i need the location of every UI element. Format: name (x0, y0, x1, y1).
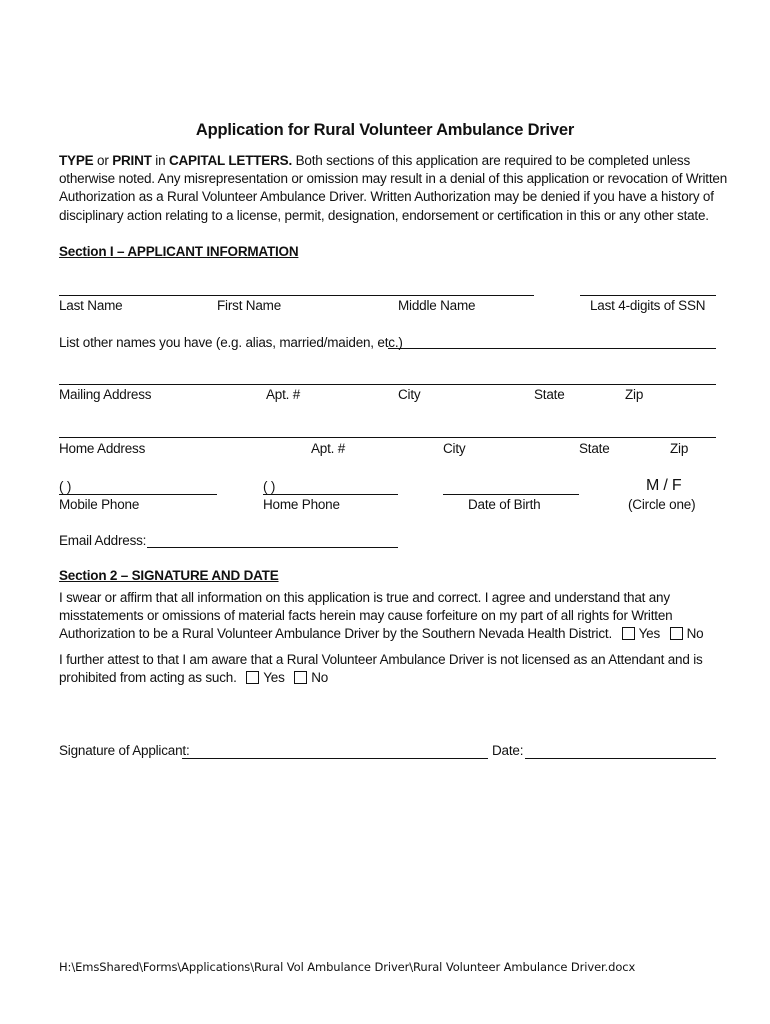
mailing-state-label: State (534, 387, 565, 402)
section-1-heading: Section I – APPLICANT INFORMATION (59, 244, 299, 259)
file-path-footer: H:\EmsShared\Forms\Applications\Rural Vol Ambulance Driver\Rural Volunteer Ambulance Driver.docx (59, 960, 636, 974)
signature-line[interactable] (182, 758, 488, 759)
swear-paragraph (59, 589, 739, 644)
other-names-label: List other names you have (e.g. alias, married/maiden, etc.) (59, 335, 403, 350)
home-city-label: City (443, 441, 466, 456)
mailing-apt-label: Apt. # (266, 387, 301, 402)
swear-yes-checkbox[interactable] (622, 627, 635, 640)
gender-options[interactable]: M / F (646, 477, 682, 494)
circle-one-label: (Circle one) (628, 497, 696, 512)
home-apt-label: Apt. # (311, 441, 346, 456)
home-address-line[interactable] (59, 437, 716, 438)
middle-name-label: Middle Name (398, 298, 476, 313)
home-phone-label: Home Phone (263, 497, 340, 512)
in-word: in (155, 153, 166, 168)
dob-line[interactable] (443, 494, 579, 495)
email-line[interactable] (147, 547, 398, 548)
attest-no-checkbox[interactable] (294, 671, 307, 684)
mailing-city-label: City (398, 387, 421, 402)
dob-label: Date of Birth (468, 497, 541, 512)
swear-text: I swear or affirm that all information on this application is true and correct. I agree and understand that any misstatements or omissions of material facts herein may cause forfeiture on my part of all rights for Written Authorization to be a Rural Volunteer Ambulance Driver by the Southern Nevada Health District. (59, 590, 673, 642)
home-zip-label: Zip (670, 441, 689, 456)
ssn-label: Last 4-digits of SSN (590, 298, 706, 313)
mobile-phone-label: Mobile Phone (59, 497, 140, 512)
home-state-label: State (579, 441, 610, 456)
other-names-line[interactable] (388, 348, 716, 349)
intro-rest: Both sections of this application are required to be completed unless otherwise noted. Any misrepresentation or omission may result in a denial of this application or revocation of Written Authorization as a Rural Volunteer Ambulance Driver. Written Authorization may be denied if you have a history of disciplinary action relating to a license, permit, designation, endorsement or certification in this or any other state. (59, 153, 727, 223)
home-address-label: Home Address (59, 441, 146, 456)
type-word: TYPE (59, 153, 94, 168)
mobile-phone-line[interactable] (59, 494, 217, 495)
mailing-address-line[interactable] (59, 384, 716, 385)
last-name-label: Last Name (59, 298, 123, 313)
swear-no-label: No (686, 626, 704, 642)
print-word: PRINT (112, 153, 152, 168)
date-label: Date: (492, 743, 524, 758)
ssn-line[interactable] (580, 295, 716, 296)
email-label: Email Address: (59, 533, 147, 548)
swear-yes-label: Yes (638, 626, 661, 642)
attest-text: I further attest to that I am aware that a Rural Volunteer Ambulance Driver is not licensed as an Attendant and is prohibited from acting as such. (59, 652, 703, 686)
attest-yes-label: Yes (263, 670, 285, 686)
mobile-area-code: ( ) (59, 479, 72, 494)
first-name-label: First Name (217, 298, 282, 313)
name-line[interactable] (59, 295, 534, 296)
date-line[interactable] (525, 758, 716, 759)
mailing-zip-label: Zip (625, 387, 644, 402)
capital-letters-word: CAPITAL LETTERS. (168, 153, 293, 168)
attest-paragraph (59, 651, 739, 687)
attest-yes-checkbox[interactable] (246, 671, 259, 684)
home-phone-line[interactable] (263, 494, 398, 495)
attest-no-label: No (311, 670, 329, 686)
or-word: or (97, 153, 109, 168)
home-area-code: ( ) (263, 479, 276, 494)
form-title: Application for Rural Volunteer Ambulance Driver (195, 121, 575, 139)
swear-no-checkbox[interactable] (670, 627, 683, 640)
section-2-heading: Section 2 – SIGNATURE AND DATE (59, 568, 279, 583)
signature-label: Signature of Applicant: (59, 743, 190, 758)
intro-paragraph (59, 152, 739, 225)
mailing-address-label: Mailing Address (59, 387, 152, 402)
